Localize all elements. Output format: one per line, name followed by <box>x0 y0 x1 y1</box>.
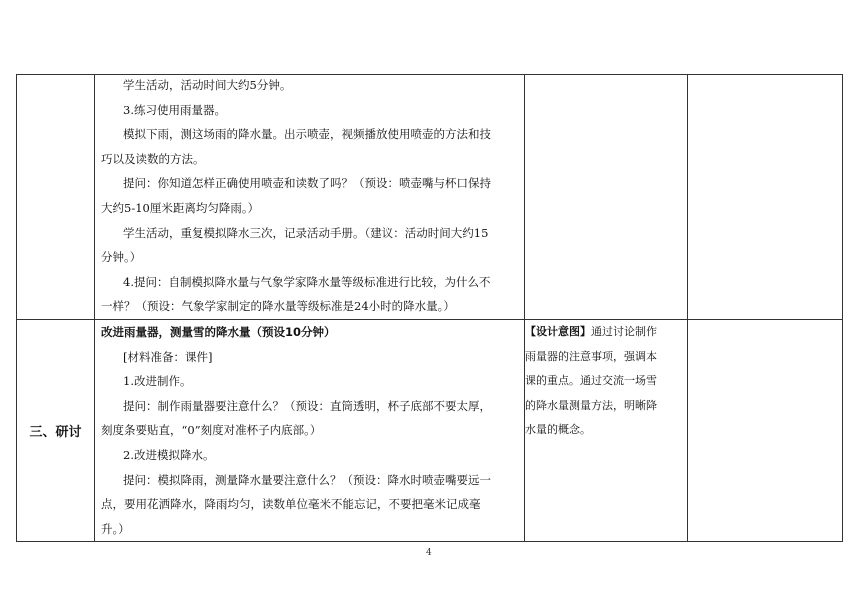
lesson-plan-table <box>16 74 843 542</box>
intent-line: 水量的概念。 <box>525 423 591 437</box>
page-number: 4 <box>426 548 432 558</box>
text-line: 4.提问：自制模拟降水量与气象学家降水量等级标准进行比较，为什么不 <box>123 274 491 289</box>
text-line: 升。） <box>101 521 130 536</box>
notes-cell <box>688 75 843 320</box>
intent-label: 【设计意图】 <box>525 324 591 338</box>
activity-cell <box>95 75 525 320</box>
text-line: 学生活动，活动时间大约5分钟。 <box>123 78 292 92</box>
text-line: 提问：制作雨量器要注意什么？（预设：直筒透明，杯子底部不要太厚， <box>123 398 491 413</box>
text-line: 刻度条要贴直，“0”刻度对准杯子内底部。） <box>101 423 322 438</box>
text-line: 一样？（预设：气象学家制定的降水量等级标准是24小时的降水量。） <box>101 299 455 314</box>
section-heading: 改进雨量器，测量雪的降水量（预设10分钟） <box>101 324 336 339</box>
text-line: 提问：模拟降雨，测量降水量要注意什么？（预设：降水时喷壶嘴要远一 <box>123 472 491 487</box>
table-row <box>17 319 843 541</box>
design-intent-cell <box>525 75 688 320</box>
notes-cell <box>688 319 843 541</box>
table-row <box>17 75 843 320</box>
text-line: 学生活动，重复模拟降水三次，记录活动手册。（建议：活动时间大约15 <box>123 225 489 240</box>
text-line: 分钟。） <box>101 250 142 265</box>
text-line: 巧以及读数的方法。 <box>101 151 205 166</box>
text-line: 提问：你知道怎样正确使用喷壶和读数了吗？（预设：喷壶嘴与杯口保持 <box>123 176 491 191</box>
text-line: 模拟下雨，测这场雨的降水量。出示喷壶，视频播放使用喷壶的方法和技 <box>123 127 491 142</box>
intent-first: 通过讨论制作 <box>591 324 657 338</box>
stage-cell <box>17 75 95 320</box>
intent-line: 的降水量测量方法，明晰降 <box>525 398 657 412</box>
stage-cell <box>17 319 95 541</box>
intent-line: 雨量器的注意事项，强调本 <box>525 349 657 363</box>
text-line: 1.改进制作。 <box>123 374 192 389</box>
text-line: 3.练习使用雨量器。 <box>123 102 226 117</box>
text-line: 点，要用花洒降水，降雨均匀，读数单位毫米不能忘记，不要把毫米记成毫 <box>101 497 481 512</box>
text-line: 2.改进模拟降水。 <box>123 447 215 462</box>
text-line: [材料准备：课件] <box>123 349 213 364</box>
activity-cell <box>95 319 525 541</box>
stage-label: 三、研讨 <box>29 425 82 441</box>
intent-line: 课的重点。通过交流一场雪 <box>525 374 657 388</box>
text-line: 大约5-10厘米距离均匀降雨。） <box>101 200 260 215</box>
intent-line <box>525 320 687 345</box>
design-intent-cell <box>525 319 688 541</box>
